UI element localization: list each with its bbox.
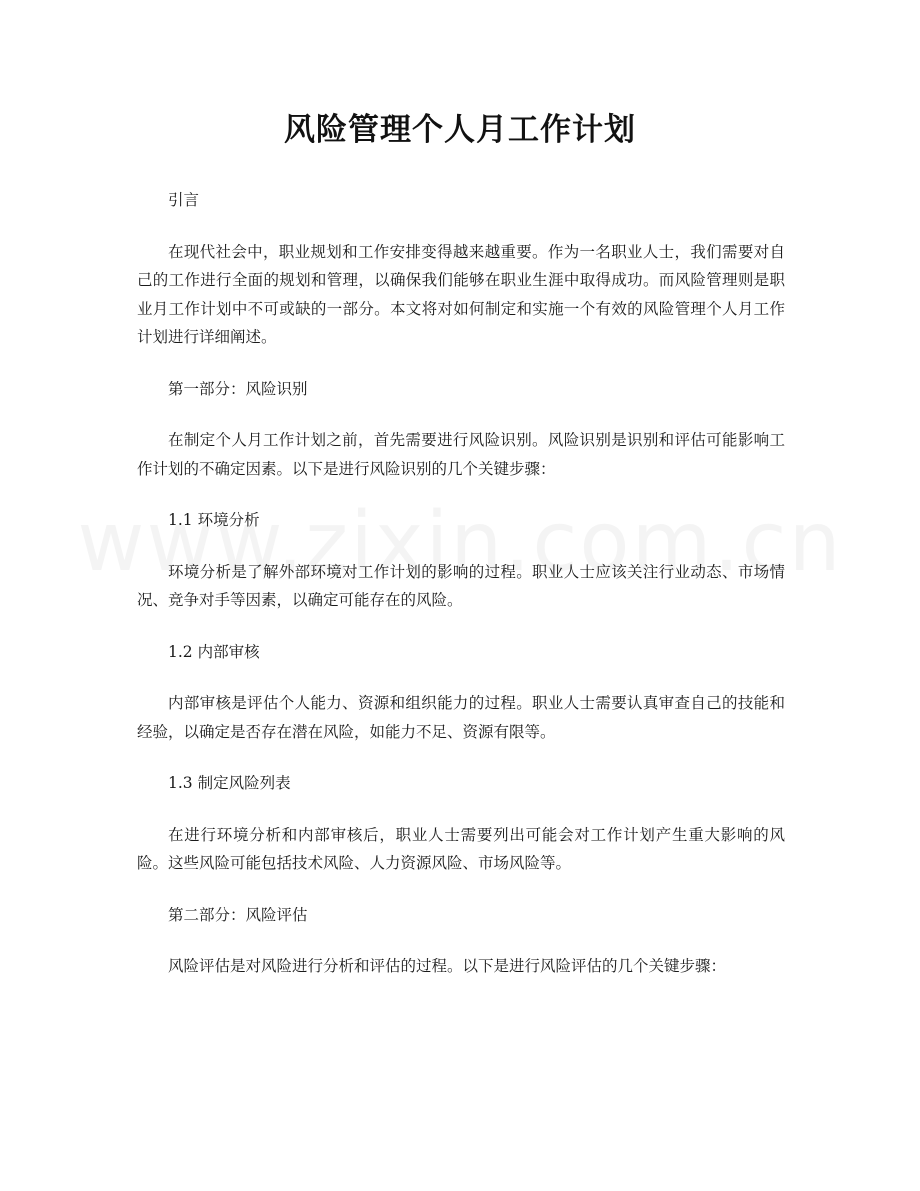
subsection-heading-1-3: 1.3 制定风险列表 (168, 774, 291, 792)
paragraph-part-2: 风险评估是对风险进行分析和评估的过程。以下是进行风险评估的几个关键步骤： (168, 957, 727, 975)
paragraph-1-1: 环境分析是了解外部环境对工作计划的影响的过程。职业人士应该关注行业动态、市场情况、竞争对手等因素，以确定可能存在的风险。 (137, 562, 785, 609)
section-heading-intro: 引言 (168, 191, 200, 209)
paragraph-1-2: 内部审核是评估个人能力、资源和组织能力的过程。职业人士需要认真审查自己的技能和经验，以确定是否存在潜在风险，如能力不足、资源有限等。 (137, 694, 785, 741)
paragraph-1-3: 在进行环境分析和内部审核后，职业人士需要列出可能会对工作计划产生重大影响的风险。这些风险可能包括技术风险、人力资源风险、市场风险等。 (137, 825, 785, 872)
subsection-heading-1-1: 1.1 环境分析 (168, 511, 260, 529)
paragraph-part-1: 在制定个人月工作计划之前，首先需要进行风险识别。风险识别是识别和评估可能影响工作计划的不确定因素。以下是进行风险识别的几个关键步骤： (137, 431, 785, 478)
document-title: 风险管理个人月工作计划 (284, 112, 636, 148)
document-body (137, 186, 785, 1004)
section-heading-part-2: 第二部分：风险评估 (168, 905, 308, 924)
section-heading-part-1: 第一部分：风险识别 (168, 379, 308, 398)
subsection-heading-1-2: 1.2 内部审核 (168, 642, 260, 661)
paragraph-intro: 在现代社会中，职业规划和工作安排变得越来越重要。作为一名职业人士，我们需要对自己的工作进行全面的规划和管理，以确保我们能够在职业生涯中取得成功。而风险管理则是职业月工作计划中不可或缺的一部分。本文将对如何制定和实施一个有效的风险管理个人月工作计划进行详细阐述。 (137, 242, 785, 346)
